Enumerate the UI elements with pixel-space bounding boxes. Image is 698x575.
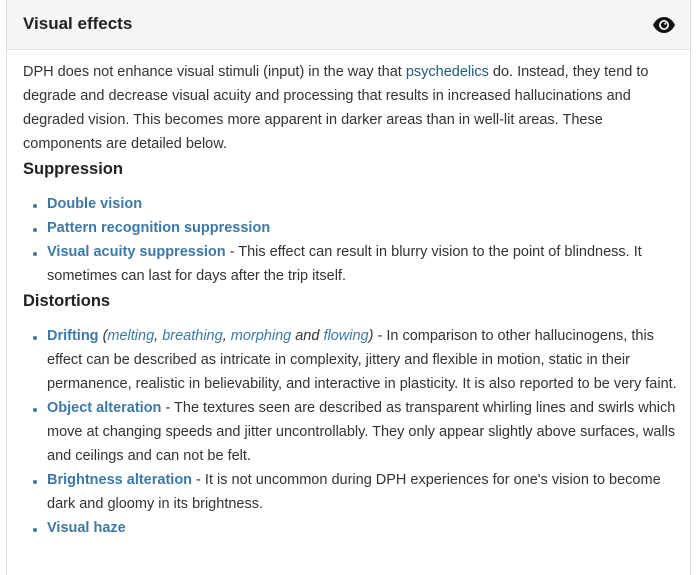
list-item: Object alteration - The textures seen are described as transparent whirling lines and swirls which move at changing speeds and jitter uncontrollably. They only appear slightly above surfaces, walls and ceilings and can not be felt.	[47, 396, 680, 468]
section-title: Visual effects	[23, 14, 133, 33]
brightness-alteration-link[interactable]: Brightness alteration	[47, 472, 193, 488]
list-item: Drifting (melting, breathing, morphing and flowing) - In comparison to other hallucinogens, this effect can be described as intricate in complexity, jittery and flexible in motion, static in their permanence, realistic in believability, and interactive in plasticity. It is also reported to be very faint.	[47, 324, 680, 396]
flowing-link[interactable]: flowing	[323, 328, 369, 344]
melting-link[interactable]: melting	[107, 328, 155, 344]
list-item	[47, 192, 680, 216]
suppression-list	[23, 192, 680, 288]
morphing-link[interactable]: morphing	[230, 328, 292, 344]
double-vision-link[interactable]: Double vision	[47, 196, 143, 212]
intro-paragraph: DPH does not enhance visual stimuli (input) in the way that psychedelics do. Instead, they tend to degrade and decrease visual acuity and processing that results in increased hallucinations and degraded vision. This becomes more apparent in darker areas than in well-lit areas. These components are detailed below.	[23, 64, 649, 152]
panel-header	[7, 0, 690, 50]
breathing-link[interactable]: breathing	[162, 328, 223, 344]
drifting-link[interactable]: Drifting	[47, 328, 99, 344]
object-alteration-link[interactable]: Object alteration	[47, 400, 162, 416]
section-content	[7, 50, 690, 540]
suppression-heading: Suppression	[23, 160, 123, 178]
list-item	[47, 216, 680, 240]
pattern-recognition-suppression-link[interactable]: Pattern recognition suppression	[47, 220, 271, 236]
list-item: Visual acuity suppression - This effect can result in blurry vision to the point of blindness. It sometimes can last for days after the trip itself.	[47, 240, 680, 288]
eye-icon[interactable]	[652, 16, 676, 34]
visual-effects-panel	[6, 0, 691, 575]
list-item	[47, 516, 680, 540]
list-item: Brightness alteration - It is not uncommon during DPH experiences for one's vision to become dark and gloomy in its brightness.	[47, 468, 680, 516]
visual-haze-link[interactable]: Visual haze	[47, 520, 126, 536]
distortions-heading: Distortions	[23, 292, 111, 310]
visual-acuity-suppression-link[interactable]: Visual acuity suppression	[47, 244, 226, 260]
distortions-list	[23, 324, 680, 540]
psychedelics-link[interactable]: psychedelics	[405, 64, 489, 80]
